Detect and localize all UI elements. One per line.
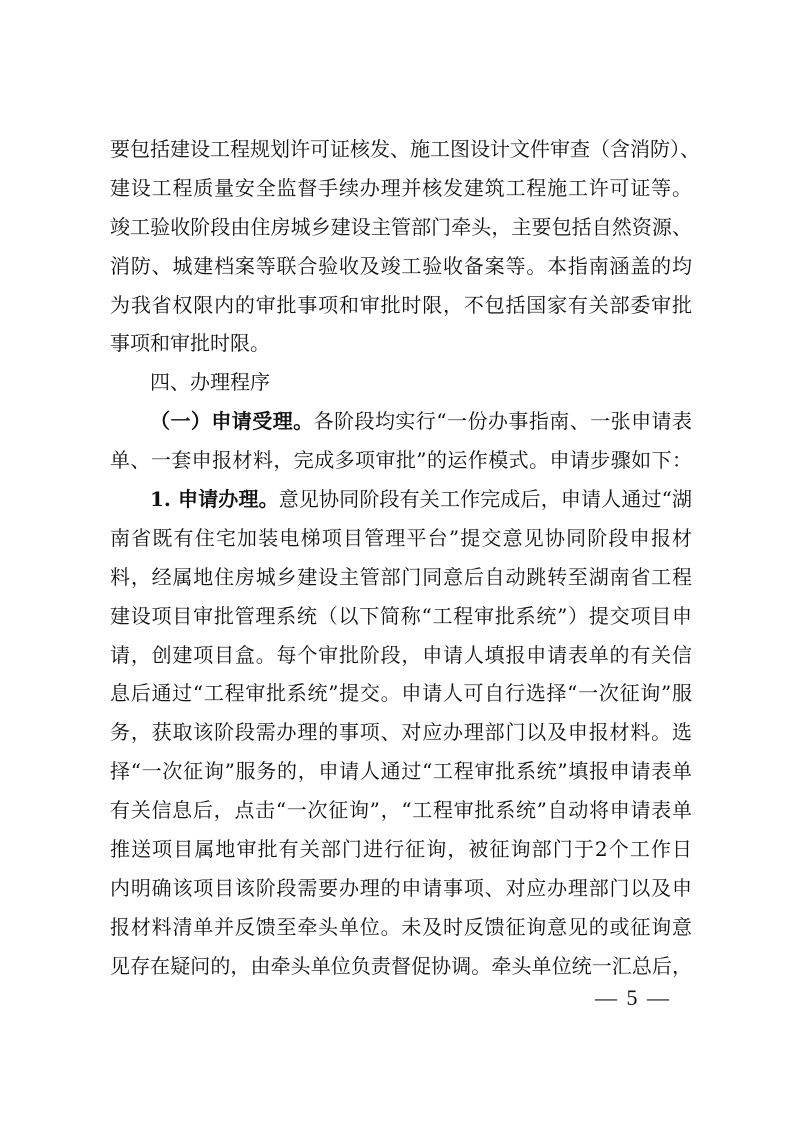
body-line: 有关信息后，点击“一次征询”，“工程审批系统”自动将申请表单 <box>110 798 692 823</box>
section-heading <box>110 363 692 402</box>
body-line: 料，经属地住房城乡建设主管部门同意后自动跳转至湖南省工程 <box>110 564 692 589</box>
body-line: 事项和审批时限。 <box>110 331 270 356</box>
subsection-text: 各阶段均实行“一份办事指南、一张申请表 <box>313 409 692 434</box>
body-line: 推送项目属地审批有关部门进行征询，被征询部门于2个工作日 <box>110 837 692 862</box>
item-title: 1. 申请办理。 <box>150 487 279 512</box>
body-line: 单、一套申报材料，完成多项审批”的运作模式。申请步骤如下： <box>110 448 692 473</box>
body-line: 报材料清单并反馈至牵头单位。未及时反馈征询意见的或征询意 <box>110 914 692 939</box>
body-line: 消防、城建档案等联合验收及竣工验收备案等。本指南涵盖的均 <box>110 253 692 278</box>
body-line: 竣工验收阶段由住房城乡建设主管部门牵头，主要包括自然资源、 <box>110 214 692 239</box>
item-text: 意见协同阶段有关工作完成后，申请人通过“湖 <box>278 487 692 512</box>
body-line: 建设工程质量安全监督手续办理并核发建筑工程施工许可证等。 <box>110 175 692 200</box>
body-line: 务，获取该阶段需办理的事项、对应办理部门以及申报材料。选 <box>110 720 692 745</box>
body-line: 请，创建项目盒。每个审批阶段，申请人填报申请表单的有关信 <box>110 642 692 667</box>
body-line: 建设项目审批管理系统（以下简称“工程审批系统”）提交项目申 <box>110 603 692 628</box>
body-line: 见存在疑问的，由牵头单位负责督促协调。牵头单位统一汇总后， <box>110 953 692 978</box>
subsection-title: （一）申请受理。 <box>150 409 314 434</box>
body-line: 息后通过“工程审批系统”提交。申请人可自行选择“一次征询”服 <box>110 681 692 706</box>
body-line: 为我省权限内的审批事项和审批时限，不包括国家有关部委审批 <box>110 292 692 317</box>
body-line: 要包括建设工程规划许可证核发、施工图设计文件审查（含消防）、 <box>110 137 700 161</box>
subsection-line <box>110 402 692 441</box>
document-body <box>110 130 700 986</box>
body-line: 内明确该项目该阶段需要办理的申请事项、对应办理部门以及申 <box>110 875 692 900</box>
page-number: — 5 — <box>595 985 671 1010</box>
body-line: 南省既有住宅加装电梯项目管理平台”提交意见协同阶段申报材 <box>110 525 692 550</box>
section-heading-text: 四、办理程序 <box>150 370 270 395</box>
body-line: 择“一次征询”服务的，申请人通过“工程审批系统”填报申请表单 <box>110 759 692 784</box>
item-line <box>110 480 692 519</box>
